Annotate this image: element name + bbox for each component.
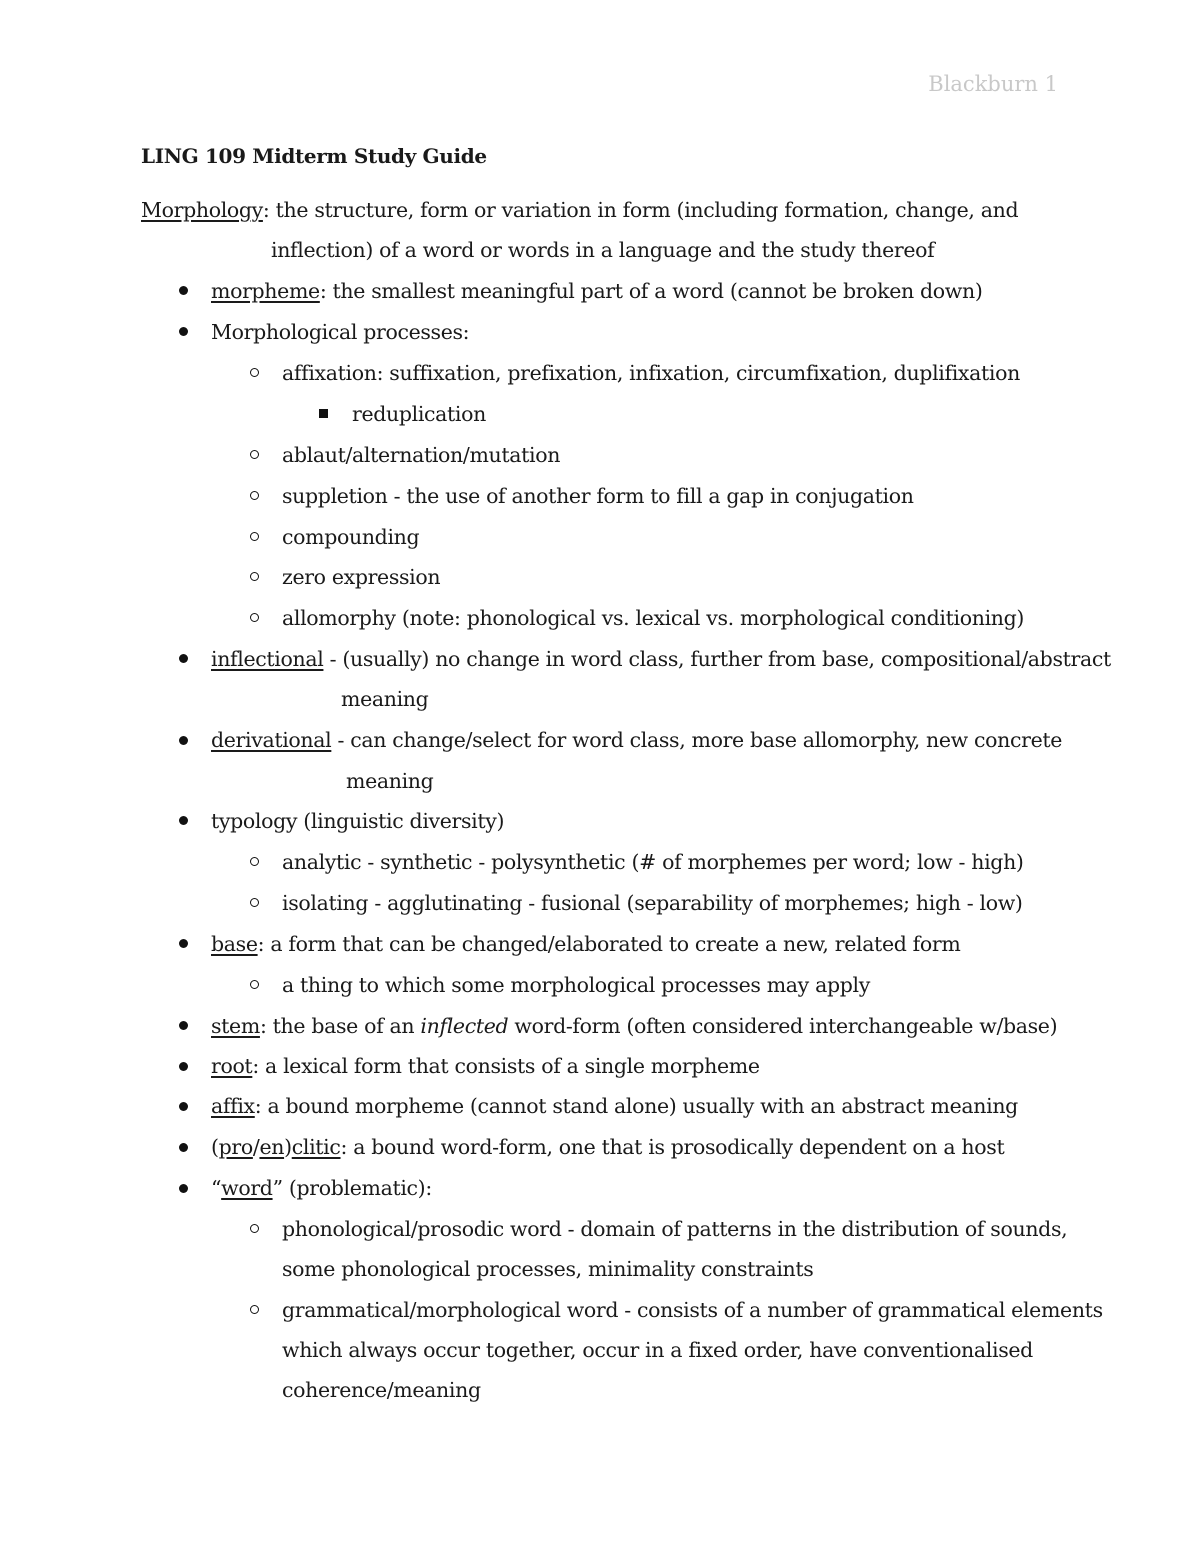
- stem-definition-a: : the base of an: [259, 1014, 421, 1038]
- bullet-square: [319, 409, 328, 418]
- morpheme-term: morpheme: [211, 279, 320, 303]
- bullet-circle: [250, 532, 259, 541]
- ablaut-item: ablaut/alternation/mutation: [282, 443, 561, 467]
- bullet-circle: [250, 1305, 259, 1314]
- word-open-quote: “: [211, 1176, 222, 1200]
- inflectional-term: inflectional: [211, 647, 324, 671]
- morpheme-item: [211, 276, 983, 306]
- bullet-disc: [179, 736, 188, 745]
- bullet-circle: [250, 898, 259, 907]
- suppletion-item: suppletion - the use of another form to fill a gap in conjugation: [282, 484, 914, 508]
- affix-term: affix: [211, 1094, 255, 1118]
- word-item: [211, 1173, 432, 1203]
- derivational-continuation: meaning: [346, 769, 434, 793]
- phonological-word-line-2: some phonological processes, minimality constraints: [282, 1257, 814, 1281]
- root-term: root: [211, 1054, 253, 1078]
- typology-heading: typology (linguistic diversity): [211, 809, 505, 833]
- bullet-disc: [179, 286, 188, 295]
- word-heading-rest: ” (problematic):: [272, 1176, 432, 1200]
- reduplication-item: reduplication: [352, 402, 486, 426]
- morphology-line-1: [141, 195, 1018, 225]
- clitic-open-paren: (: [211, 1135, 219, 1159]
- derivational-item: [211, 725, 1062, 755]
- bullet-circle: [250, 491, 259, 500]
- root-definition: : a lexical form that consists of a single morpheme: [252, 1054, 760, 1078]
- processes-heading: Morphological processes:: [211, 320, 470, 344]
- grammatical-word-line-1: grammatical/morphological word - consists of a number of grammatical elements: [282, 1298, 1103, 1322]
- morphology-term: Morphology: [141, 198, 263, 222]
- clitic-item: [211, 1132, 1004, 1162]
- clitic-slash: /: [252, 1135, 260, 1159]
- clitic-pro: pro: [218, 1135, 253, 1159]
- derivational-definition: - can change/select for word class, more base allomorphy, new concrete: [331, 728, 1063, 752]
- morpheme-definition: : the smallest meaningful part of a word (cannot be broken down): [319, 279, 983, 303]
- bullet-disc: [179, 1062, 188, 1071]
- base-subitem: a thing to which some morphological processes may apply: [282, 973, 870, 997]
- isolating-item: isolating - agglutinating - fusional (separability of morphemes; high - low): [282, 891, 1023, 915]
- bullet-disc: [179, 1102, 188, 1111]
- word-term: word: [221, 1176, 273, 1200]
- clitic-definition: : a bound word-form, one that is prosodically dependent on a host: [340, 1135, 1005, 1159]
- stem-definition-b: word-form (often considered interchangeable w/base): [508, 1014, 1058, 1038]
- inflectional-item: [211, 644, 1111, 674]
- bullet-circle: [250, 368, 259, 377]
- clitic-close-paren: ): [284, 1135, 292, 1159]
- zero-expression-item: zero expression: [282, 565, 441, 589]
- bullet-disc: [179, 1143, 188, 1152]
- stem-italic-word: inflected: [420, 1014, 509, 1038]
- affixation-item: affixation: suffixation, prefixation, infixation, circumfixation, duplifixation: [282, 361, 1020, 385]
- grammatical-word-line-3: coherence/meaning: [282, 1378, 481, 1402]
- allomorphy-item: allomorphy (note: phonological vs. lexical vs. morphological conditioning): [282, 606, 1025, 630]
- bullet-disc: [179, 816, 188, 825]
- bullet-circle: [250, 1224, 259, 1233]
- document-title: LING 109 Midterm Study Guide: [141, 144, 487, 168]
- base-item: [211, 929, 960, 959]
- compounding-item: compounding: [282, 525, 420, 549]
- bullet-disc: [179, 939, 188, 948]
- bullet-circle: [250, 450, 259, 459]
- bullet-disc: [179, 1184, 188, 1193]
- root-item: [211, 1051, 760, 1081]
- bullet-circle: [250, 572, 259, 581]
- analytic-item: analytic - synthetic - polysynthetic (# of morphemes per word; low - high): [282, 850, 1024, 874]
- bullet-circle: [250, 857, 259, 866]
- clitic-term: clitic: [291, 1135, 341, 1159]
- bullet-circle: [250, 613, 259, 622]
- stem-item: [211, 1011, 1057, 1041]
- running-head: Blackburn 1: [928, 72, 1058, 96]
- affix-item: [211, 1091, 1018, 1121]
- grammatical-word-line-2: which always occur together, occur in a fixed order, have conventionalised: [282, 1338, 1033, 1362]
- inflectional-continuation: meaning: [341, 687, 429, 711]
- bullet-disc: [179, 654, 188, 663]
- base-definition: : a form that can be changed/elaborated to create a new, related form: [257, 932, 961, 956]
- bullet-disc: [179, 1021, 188, 1030]
- inflectional-definition: - (usually) no change in word class, further from base, compositional/abstract: [323, 647, 1111, 671]
- affix-definition: : a bound morpheme (cannot stand alone) usually with an abstract meaning: [254, 1094, 1018, 1118]
- bullet-circle: [250, 980, 259, 989]
- stem-term: stem: [211, 1014, 260, 1038]
- clitic-en: en: [259, 1135, 285, 1159]
- bullet-disc: [179, 327, 188, 336]
- derivational-term: derivational: [211, 728, 332, 752]
- base-term: base: [211, 932, 258, 956]
- phonological-word-line-1: phonological/prosodic word - domain of patterns in the distribution of sounds,: [282, 1217, 1068, 1241]
- morphology-line-2: inflection) of a word or words in a language and the study thereof: [271, 238, 935, 262]
- morphology-definition: : the structure, form or variation in form (including formation, change, and: [262, 198, 1019, 222]
